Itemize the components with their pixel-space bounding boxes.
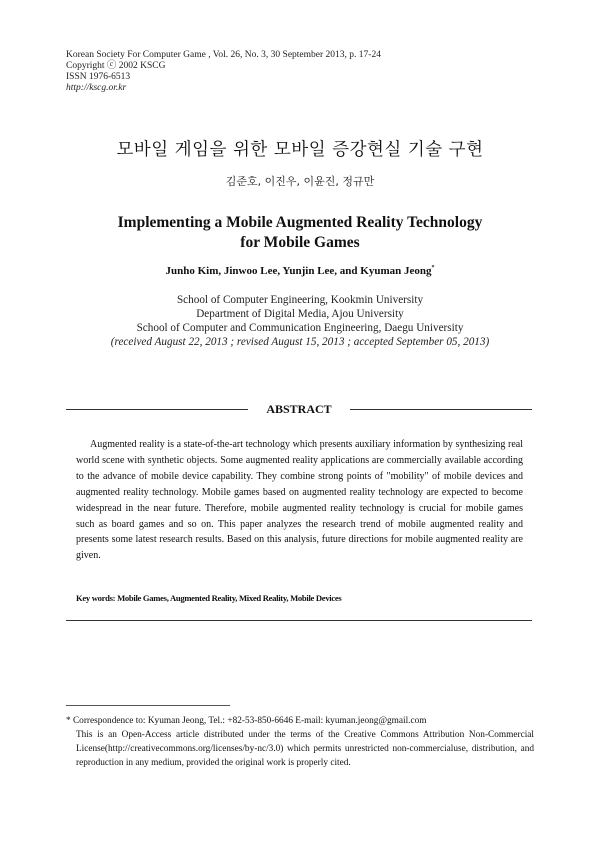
- abstract-heading: ABSTRACT: [266, 402, 332, 416]
- korean-title: 모바일 게임을 위한 모바일 증강현실 기술 구현: [116, 140, 484, 160]
- affiliation-2: Department of Digital Media, Ajou University: [196, 308, 404, 320]
- abstract-header: [66, 402, 532, 417]
- english-title: [0, 213, 600, 253]
- keywords: Key words: Mobile Games, Augmented Reality, Mixed Reality, Mobile Devices: [76, 593, 342, 603]
- copyright-line: Copyright ⓒ 2002 KSCG: [66, 61, 166, 71]
- received-dates: (received August 22, 2013 ; revised August 15, 2013 ; accepted September 05, 2013): [110, 336, 490, 348]
- journal-header: [66, 50, 381, 94]
- affiliation-3: School of Computer and Communication Engineering, Daegu University: [136, 322, 464, 334]
- footnote: [66, 714, 534, 770]
- abstract-bottom-rule: [66, 620, 532, 621]
- english-title-line1: Implementing a Mobile Augmented Reality Technology: [117, 214, 483, 231]
- affiliations: [0, 293, 600, 349]
- corresponding-mark: *: [431, 265, 435, 271]
- english-authors: [0, 265, 600, 277]
- footnote-rule: [66, 705, 230, 706]
- affiliation-1: School of Computer Engineering, Kookmin University: [176, 294, 424, 306]
- correspondence-note: * Correspondence to: Kyuman Jeong, Tel.: +82-53-850-6646 E-mail: kyuman.jeong@gmail.com: [66, 716, 427, 726]
- journal-url-link[interactable]: http://kscg.or.kr: [66, 83, 127, 93]
- korean-authors: 김준호, 이진우, 이윤진, 정규만: [225, 175, 375, 188]
- abstract-text: Augmented reality is a state-of-the-art technology which presents auxiliary information by synthesizing real world scene with synthetic objects. Some augmented reality applications are commercially available according to the advance of mobile device capability. They combine strong points of "mobility" of mobile devices and augmented reality technology. Mobile games based on augmented reality technology are expected to become widespread in the near future. Therefore, mobile augmented reality technology is crucial for mobile games such as board games and so on. This paper analyzes the research trend of mobile augmented reality and presents some latest research results. Based on this analysis, future directions for mobile augmented reality are given.: [76, 439, 523, 562]
- issn-line: ISSN 1976-6513: [66, 72, 131, 82]
- english-title-line2: for Mobile Games: [240, 234, 360, 251]
- license-note: This is an Open-Access article distributed under the terms of the Creative Commons Attribution Non-Commercial License(http://creativecommons.org/licenses/by-nc/3.0) which permits unrestricted non-commercialuse, distribution, and reproduction in any medium, provided the original work is properly cited.: [76, 730, 534, 768]
- abstract-rule-left: [66, 409, 248, 410]
- journal-citation: Korean Society For Computer Game , Vol. 26, No. 3, 30 September 2013, p. 17-24: [66, 50, 381, 60]
- author-names: Junho Kim, Jinwoo Lee, Yunjin Lee, and Kyuman Jeong: [165, 265, 432, 277]
- abstract-rule-right: [350, 409, 532, 410]
